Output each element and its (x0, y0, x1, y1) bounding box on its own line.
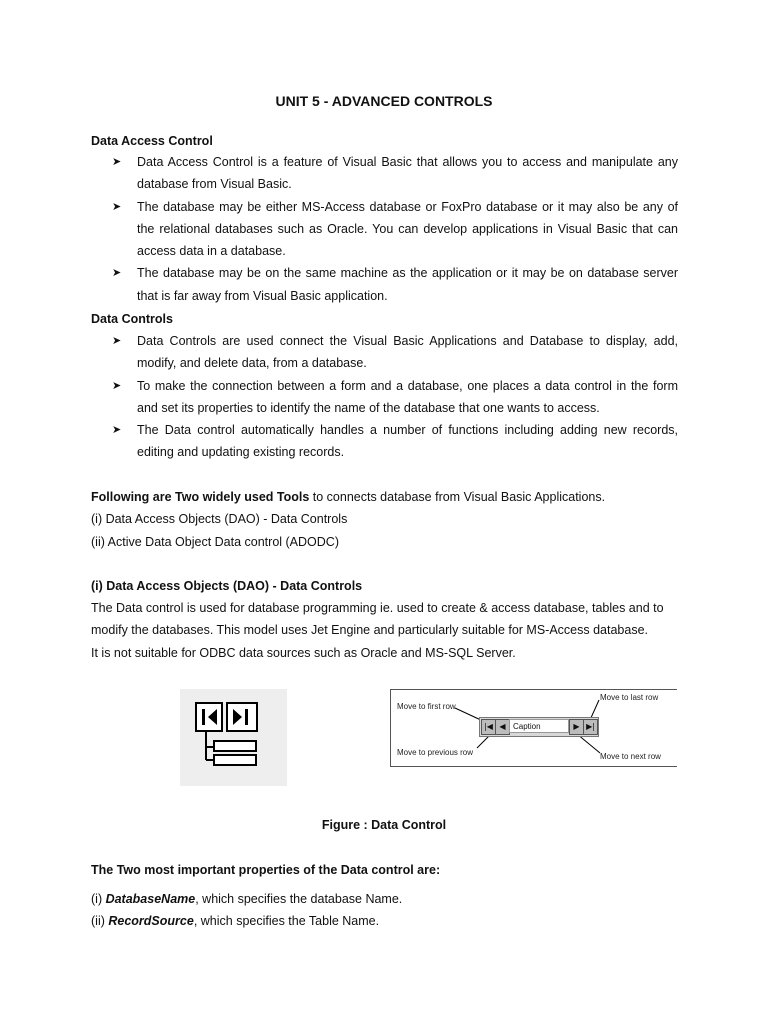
property-item-recordsource (91, 914, 379, 928)
data-control-caption: Caption (509, 719, 569, 733)
move-previous-icon: ◀ (495, 719, 510, 735)
bullet-item: ➤ The database may be either MS-Access database or FoxPro database or it may also be any of the relational databases such as Oracle. You can develop applications in Visual Basic that can access data in a database. (112, 196, 678, 263)
property-prefix: (i) (91, 892, 106, 906)
property-description: , which specifies the Table Name. (193, 914, 380, 928)
move-next-icon: ▶ (569, 719, 584, 735)
bullet-item: ➤ The Data control automatically handles a number of functions including adding new records, editing and updating existing records. (112, 419, 678, 464)
data-control-navigation-figure (390, 689, 677, 767)
dao-heading: (i) Data Access Objects (DAO) - Data Controls (91, 579, 363, 593)
section-heading-data-controls: Data Controls (91, 312, 173, 326)
tools-intro-bold: Following are Two widely used Tools (91, 490, 310, 504)
page-title: UNIT 5 - ADVANCED CONTROLS (275, 93, 493, 109)
label-move-next: Move to next row (600, 752, 661, 761)
label-move-last: Move to last row (600, 693, 659, 702)
tools-intro (91, 490, 605, 504)
tools-intro-rest: to connects database from Visual Basic Applications. (309, 490, 606, 504)
property-name: DatabaseName (105, 892, 196, 906)
property-description: , which specifies the database Name. (195, 892, 403, 906)
data-access-control-bullets (112, 151, 678, 307)
move-last-icon: ▶| (583, 719, 598, 735)
bullet-item: ➤ Data Access Control is a feature of Visual Basic that allows you to access and manipulate any database from Visual Basic. (112, 151, 678, 196)
label-move-previous: Move to previous row (397, 748, 474, 757)
data-controls-bullets (112, 330, 678, 464)
bullet-item: ➤ The database may be on the same machine as the application or it may be on database server that is far away from Visual Basic application. (112, 262, 678, 307)
property-item-databasename (91, 892, 402, 906)
tools-item-adodc: (ii) Active Data Object Data control (ADODC) (91, 535, 339, 549)
label-move-first: Move to first row (397, 702, 456, 711)
property-name: RecordSource (108, 914, 194, 928)
properties-heading: The Two most important properties of the Data control are: (91, 863, 441, 877)
tools-item-dao: (i) Data Access Objects (DAO) - Data Controls (91, 512, 348, 526)
bullet-item: ➤ To make the connection between a form and a database, one places a data control in the form and set its properties to identify the name of the database that one wants to access. (112, 375, 678, 420)
dao-paragraph-odbc: It is not suitable for ODBC data sources such as Oracle and MS-SQL Server. (91, 646, 516, 660)
dao-paragraph: The Data control is used for database programming ie. used to create & access database, tables and to modify the databases. This model uses Jet Engine and particularly suitable for MS-Access database. (91, 601, 664, 638)
data-control-toolbox-icon (180, 689, 287, 786)
data-control (479, 717, 599, 737)
bullet-item: ➤ Data Controls are used connect the Visual Basic Applications and Database to display, add, modify, and delete data, from a database. (112, 330, 678, 375)
section-heading-data-access-control: Data Access Control (91, 134, 213, 148)
figure-caption: Figure : Data Control (321, 818, 447, 832)
property-prefix: (ii) (91, 914, 109, 928)
move-first-icon: |◀ (481, 719, 496, 735)
